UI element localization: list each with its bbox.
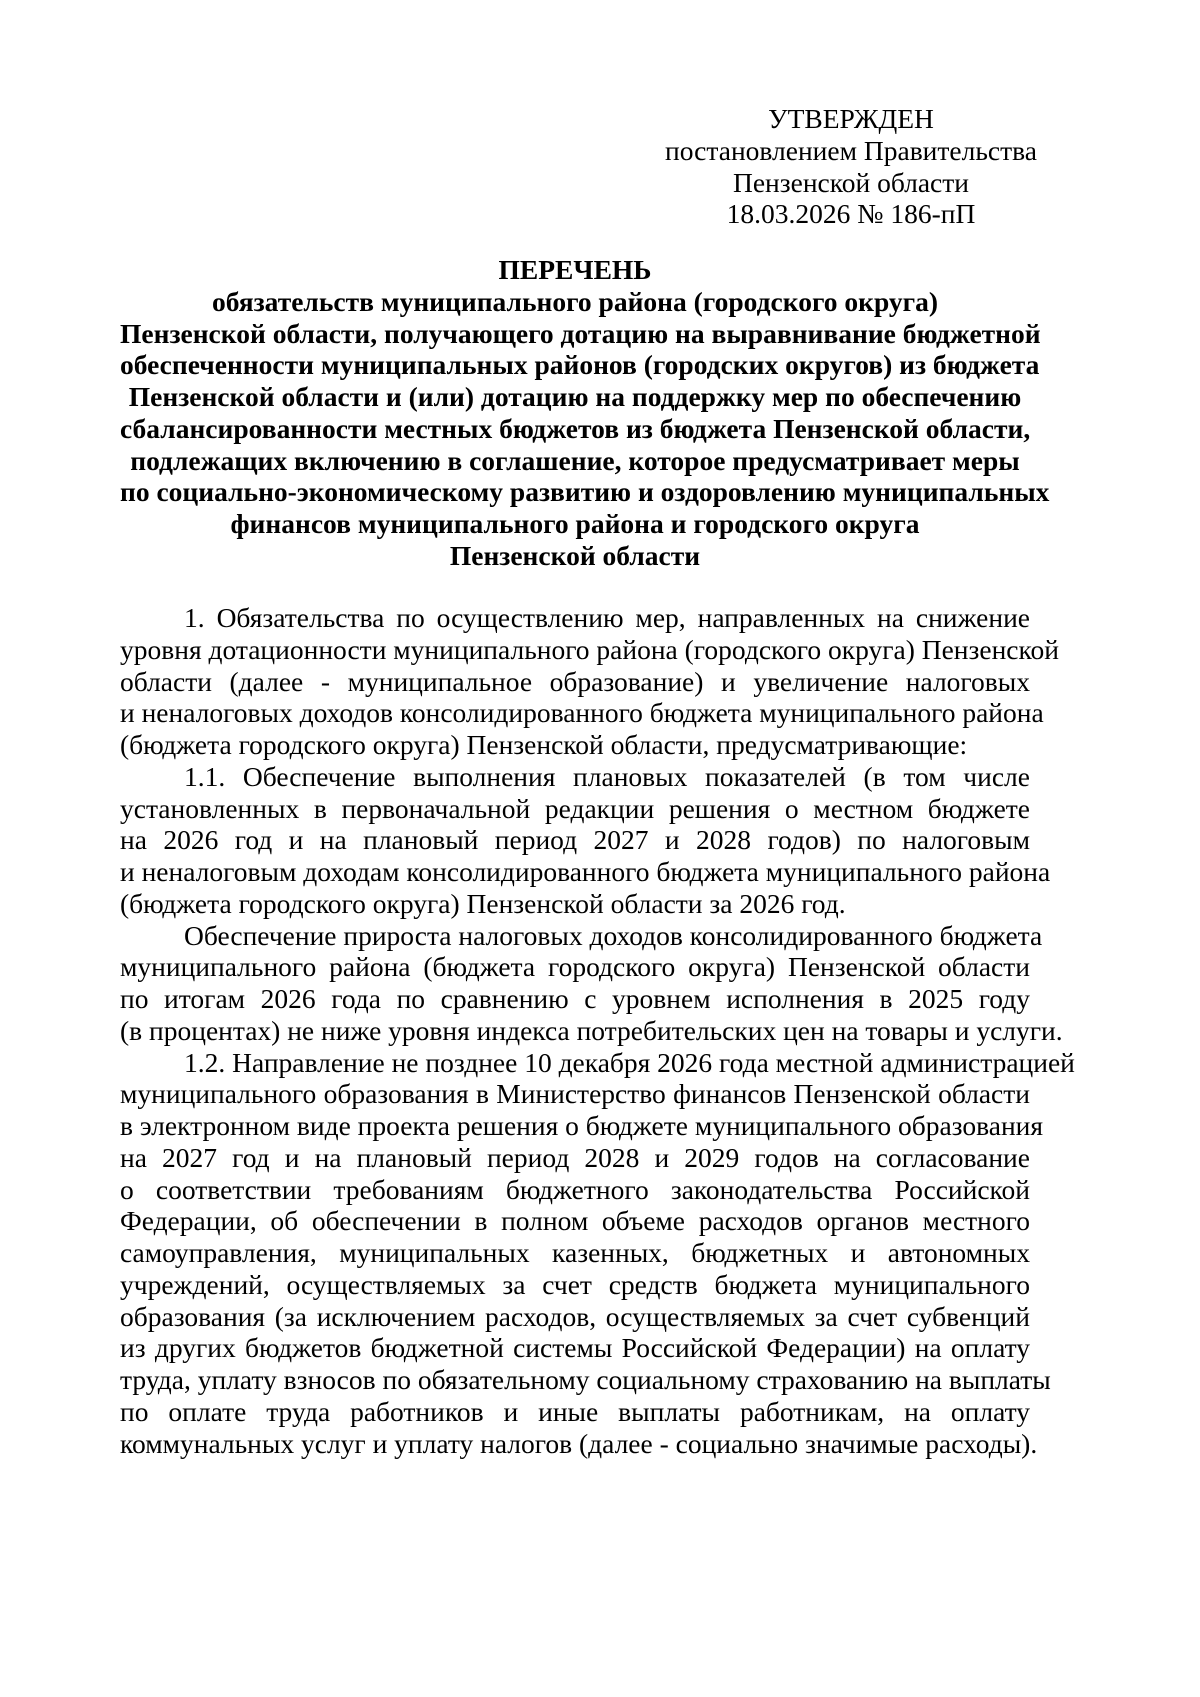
title-line: обеспеченности муниципальных районов (городских округов) из бюджета <box>120 349 1040 381</box>
paragraph-1-1 <box>120 760 1051 920</box>
title-line: Пензенской области <box>449 539 701 571</box>
paragraph-line: муниципального района (бюджета городского округа) Пензенской области <box>120 951 1030 983</box>
paragraph-growth <box>120 919 1063 1047</box>
paragraph-line: образования (за исключением расходов, осуществляемых за счет субвенций <box>120 1300 1030 1332</box>
paragraph-line: и неналоговых доходов консолидированного бюджета муниципального района <box>120 697 1044 729</box>
paragraph-line: из других бюджетов бюджетной системы Российской Федерации) на оплату <box>120 1332 1030 1364</box>
paragraph-line: уровня дотационности муниципального района (городского округа) Пензенской <box>120 633 1059 665</box>
paragraph-line: 1.1. Обеспечение выполнения плановых показателей (в том числе <box>184 760 1030 792</box>
approval-authority: постановлением Правительства <box>665 134 1037 166</box>
title-line: Пензенской области и (или) дотацию на поддержку мер по обеспечению <box>128 381 1022 412</box>
paragraph-line: 1. Обязательства по осуществлению мер, направленных на снижение <box>184 602 1030 633</box>
paragraph-line: Обеспечение прироста налоговых доходов консолидированного бюджета <box>184 919 1043 951</box>
paragraph-line: труда, уплату взносов по обязательному социальному страхованию на выплаты <box>120 1364 1051 1395</box>
approval-region: Пензенской области <box>732 166 969 198</box>
approval-block <box>661 103 1041 230</box>
title-heading: ПЕРЕЧЕНЬ <box>498 254 652 285</box>
paragraph-line: и неналоговым доходам консолидированного бюджета муниципального района <box>120 856 1051 887</box>
paragraph-line: на 2026 год и на плановый период 2027 и 2028 годов) по налоговым <box>120 824 1030 856</box>
title-line: сбалансированности местных бюджетов из бюджета Пензенской области, <box>120 412 1031 444</box>
approval-status: УТВЕРЖДЕН <box>768 103 934 134</box>
paragraph-line: на 2027 год и на плановый период 2028 и 2029 годов на согласование <box>120 1141 1030 1173</box>
paragraph-line: области (далее - муниципальное образование) и увеличение налоговых <box>120 665 1030 697</box>
paragraph-1 <box>120 602 1059 761</box>
paragraph-line: в электронном виде проекта решения о бюджете муниципального образования <box>120 1110 1044 1141</box>
document-body <box>120 602 1075 1459</box>
paragraph-line: 1.2. Направление не позднее 10 декабря 2026 года местной администрацией <box>184 1046 1075 1078</box>
paragraph-line: (бюджета городского округа) Пензенской области, предусматривающие: <box>120 729 968 760</box>
paragraph-line: муниципального образования в Министерство финансов Пензенской области <box>120 1078 1030 1110</box>
paragraph-line: коммунальных услуг и уплату налогов (далее - социально значимые расходы). <box>120 1427 1038 1459</box>
paragraph-line: Федерации, об обеспечении в полном объеме расходов органов местного <box>120 1205 1030 1237</box>
paragraph-line: по итогам 2026 года по сравнению с уровнем исполнения в 2025 году <box>120 983 1030 1014</box>
title-line: по социально-экономическому развитию и оздоровлению муниципальных <box>120 476 1050 508</box>
approval-date-number: 18.03.2026 № 186-пП <box>726 198 976 230</box>
paragraph-line: установленных в первоначальной редакции решения о местном бюджете <box>120 792 1030 824</box>
title-line: обязательств муниципального района (городского округа) <box>211 285 939 317</box>
paragraph-line: о соответствии требованиям бюджетного законодательства Российской <box>120 1173 1030 1205</box>
title-line: Пензенской области, получающего дотацию на выравнивание бюджетной <box>120 317 1041 349</box>
paragraph-1-2 <box>120 1046 1075 1460</box>
paragraph-line: по оплате труда работников и иные выплаты работникам, на оплату <box>120 1395 1030 1427</box>
paragraph-line: (бюджета городского округа) Пензенской области за 2026 год. <box>120 887 846 919</box>
paragraph-line: учреждений, осуществляемых за счет средств бюджета муниципального <box>120 1268 1030 1300</box>
paragraph-line: самоуправления, муниципальных казенных, бюджетных и автономных <box>120 1237 1030 1268</box>
title-line: подлежащих включению в соглашение, которое предусматривает меры <box>130 444 1020 476</box>
paragraph-line: (в процентах) не ниже уровня индекса потребительских цен на товары и услуги. <box>120 1014 1063 1046</box>
document-title <box>120 254 1050 572</box>
title-line: финансов муниципального района и городского округа <box>230 508 920 539</box>
